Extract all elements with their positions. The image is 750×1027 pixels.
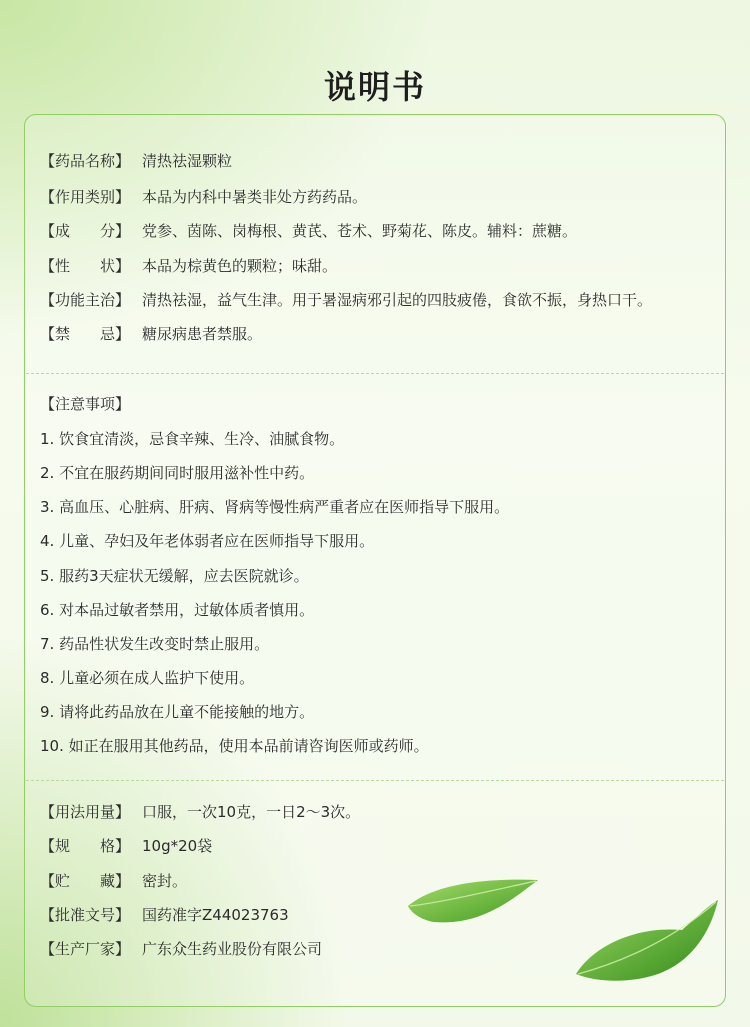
usage-label: 【用法用量】 bbox=[40, 803, 131, 821]
precaution-item: 4. 儿童、孕妇及年老体弱者应在医师指导下服用。 bbox=[40, 532, 375, 550]
precaution-item: 8. 儿童必须在成人监护下使用。 bbox=[40, 669, 255, 687]
precaution-item: 6. 对本品过敏者禁用，过敏体质者慎用。 bbox=[40, 601, 315, 619]
info-row-name bbox=[40, 150, 232, 172]
precaution-item: 1. 饮食宜清淡，忌食辛辣、生冷、油腻食物。 bbox=[40, 430, 345, 448]
usage-label: 【批准文号】 bbox=[40, 906, 131, 924]
precaution-item: 7. 药品性状发生改变时禁止服用。 bbox=[40, 635, 270, 653]
usage-row-spec bbox=[40, 835, 212, 857]
info-row-ingredients bbox=[40, 220, 577, 242]
info-value: 党参、茵陈、岗梅根、黄芪、苍术、野菊花、陈皮。辅料：蔗糖。 bbox=[142, 222, 578, 240]
precaution-item: 9. 请将此药品放在儿童不能接触的地方。 bbox=[40, 703, 315, 721]
info-label: 【成 分】 bbox=[40, 222, 131, 240]
info-value: 清热祛湿颗粒 bbox=[142, 152, 233, 170]
leaf-icon bbox=[404, 876, 544, 932]
usage-label: 【贮 藏】 bbox=[40, 872, 131, 890]
page-title: 说明书 bbox=[323, 68, 426, 106]
usage-label: 【生产厂家】 bbox=[40, 940, 131, 958]
info-value: 清热祛湿，益气生津。用于暑湿病邪引起的四肢疲倦，食欲不振，身热口干。 bbox=[142, 291, 653, 309]
info-row-contraindications bbox=[40, 323, 262, 345]
info-label: 【药品名称】 bbox=[40, 152, 131, 170]
precaution-item: 3. 高血压、心脏病、肝病、肾病等慢性病严重者应在医师指导下服用。 bbox=[40, 498, 510, 516]
usage-row-approval bbox=[40, 904, 289, 926]
usage-label: 【规 格】 bbox=[40, 837, 131, 855]
section-divider bbox=[26, 780, 724, 781]
usage-row-manufacturer bbox=[40, 938, 322, 960]
usage-value: 10g*20袋 bbox=[142, 837, 213, 855]
usage-value: 密封。 bbox=[142, 872, 188, 890]
usage-row-storage bbox=[40, 870, 187, 892]
usage-value: 口服，一次10克，一日2～3次。 bbox=[142, 803, 361, 821]
info-label: 【作用类别】 bbox=[40, 188, 131, 206]
info-row-description bbox=[40, 255, 337, 277]
info-value: 本品为内科中暑类非处方药药品。 bbox=[142, 188, 368, 206]
info-row-category bbox=[40, 186, 367, 208]
usage-value: 广东众生药业股份有限公司 bbox=[142, 940, 323, 958]
info-row-indications bbox=[40, 289, 652, 311]
info-value: 本品为棕黄色的颗粒；味甜。 bbox=[142, 257, 338, 275]
section-divider bbox=[26, 373, 724, 374]
info-value: 糖尿病患者禁服。 bbox=[142, 325, 263, 343]
precautions-heading: 【注意事项】 bbox=[40, 395, 131, 413]
info-label: 【功能主治】 bbox=[40, 291, 131, 309]
precaution-item: 2. 不宜在服药期间同时服用滋补性中药。 bbox=[40, 464, 315, 482]
leaf-icon bbox=[572, 896, 722, 986]
usage-value: 国药准字Z44023763 bbox=[142, 906, 289, 924]
precaution-item: 10. 如正在服用其他药品，使用本品前请咨询医师或药师。 bbox=[40, 737, 429, 755]
precaution-item: 5. 服药3天症状无缓解，应去医院就诊。 bbox=[40, 567, 309, 585]
info-label: 【性 状】 bbox=[40, 257, 131, 275]
info-label: 【禁 忌】 bbox=[40, 325, 131, 343]
usage-row-dosage bbox=[40, 801, 360, 823]
